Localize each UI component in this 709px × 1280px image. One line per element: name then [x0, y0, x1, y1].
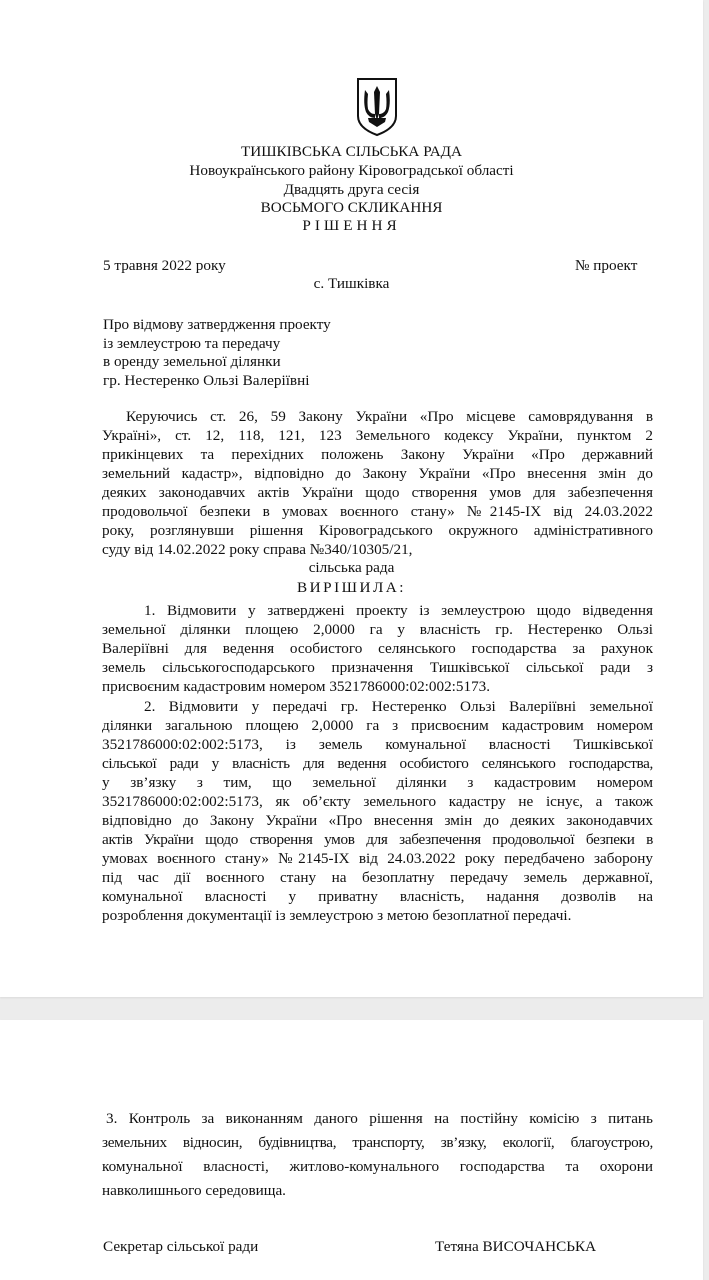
item-line: умовах воєнного стану» №2145-IX від 24.03.2022 року передбачено заборону — [102, 850, 653, 867]
signature-role: Секретар сільської ради — [103, 1238, 259, 1255]
item-line: розроблення документації із землеустрою з метою безоплатної передачі. — [102, 907, 572, 924]
decision-date: 5 травня 2022 року — [103, 257, 226, 274]
preamble-line: продовольчої безпеки в умовах воєнного стану» №2145-IX від 24.03.2022 — [102, 503, 653, 520]
preamble-line: суду від 14.02.2022 року справа №340/10305/21, — [102, 541, 413, 558]
item-line: 3. Контроль за виконанням даного рішення на постійну комісію з питань — [106, 1110, 653, 1127]
item-line: 3521786000:02:002:5173, як об’єкту земельного кадастру не існує, а також — [102, 793, 653, 810]
convocation-line: ВОСЬМОГО СКЛИКАННЯ — [260, 199, 443, 216]
item-line: 1. Відмовити у затверджені проекту із землеустрою щодо відведення — [144, 602, 653, 619]
item-line: у зв’язку з тим, що земельної ділянки з кадастровим номером — [102, 774, 653, 791]
decision-item-1 — [102, 601, 653, 696]
item-line: сільської ради у власність для ведення особистого селянського господарства, — [102, 755, 653, 772]
preamble-line: прикінцевих та перехідних положень Закону України «Про державний — [102, 446, 653, 463]
item-line: присвоєним кадастровим номером 3521786000:02:002:5173. — [102, 678, 491, 695]
decided-heading: ВИРІШИЛА: — [297, 579, 406, 596]
item-line: земельних відносин, будівництва, транспорту, зв’язку, екології, благоустрою, — [102, 1134, 653, 1151]
item-line: земель сільськогосподарського призначення Тишківської сільської ради з — [102, 659, 653, 676]
district-line: Новоукраїнського району Кіровоградської області — [189, 162, 514, 179]
item-line: актів України щодо створення умов для забезпечення продовольчої безпеки в — [102, 831, 653, 848]
decision-item-2 — [102, 697, 653, 925]
decision-place: с. Тишківка — [313, 275, 390, 292]
item-line: під час дії воєнного стану на безоплатну передачу земель державної, — [102, 869, 653, 886]
item-line: навколишнього середовища. — [102, 1182, 286, 1199]
session-line: Двадцять друга сесія — [283, 181, 420, 198]
preamble-line: Керуючись ст. 26, 59 Закону України «Про місцеве самоврядування в — [126, 408, 653, 425]
decision-item-3 — [102, 1107, 653, 1203]
item-line: 3521786000:02:002:5173, із земель комунальної власності Тишківської — [102, 736, 653, 753]
item-line: земельної ділянки площею 2,0000 га у власність гр. Нестеренко Ользі — [102, 621, 653, 638]
item-line: 2. Відмовити у передачі гр. Нестеренко Ользі Валеріївні земельної — [144, 698, 653, 715]
subject-line: гр. Нестеренко Ользі Валеріївні — [103, 372, 310, 389]
preamble-paragraph — [102, 407, 653, 559]
preamble-line: земельний кадастр», відповідно до Закону України «Про внесення змін до — [102, 465, 653, 482]
signature-name: Тетяна ВИСОЧАНСЬКА — [435, 1238, 597, 1255]
item-line: відповідно до Закону України «Про внесення змін до деяких законодавчих — [102, 812, 653, 829]
subject-line: Про відмову затвердження проекту — [103, 316, 331, 333]
preamble-line: Україні», ст. 12, 118, 121, 123 Земельного кодексу України, пунктом 2 — [102, 427, 653, 444]
council-label: сільська рада — [308, 559, 395, 576]
document-type: РІШЕННЯ — [302, 217, 401, 234]
preamble-line: деяких законодавчих актів України щодо створення умов для забезпечення — [102, 484, 653, 501]
coat-of-arms-trident-icon — [355, 76, 399, 138]
subject-line: із землеустрою та передачу — [103, 335, 281, 352]
preamble-line: року, розглянувши рішення Кіровоградського окружного адміністративного — [102, 522, 653, 539]
item-line: комунальної власності у приватну власність, надання дозволів на — [102, 888, 653, 905]
subject-line: в оренду земельної ділянки — [103, 353, 281, 370]
decision-number: № проект — [575, 257, 638, 274]
item-line: ділянки загальною площею 2,0000 га з присвоєним кадастровим номером — [102, 717, 653, 734]
council-name: ТИШКІВСЬКА СІЛЬСЬКА РАДА — [240, 143, 462, 160]
document-page-2 — [0, 1020, 703, 1280]
item-line: комунальної власності, житлово-комунального господарства та охорони — [102, 1158, 653, 1175]
item-line: Валеріївні для ведення особистого селянського господарства за рахунок — [102, 640, 653, 657]
